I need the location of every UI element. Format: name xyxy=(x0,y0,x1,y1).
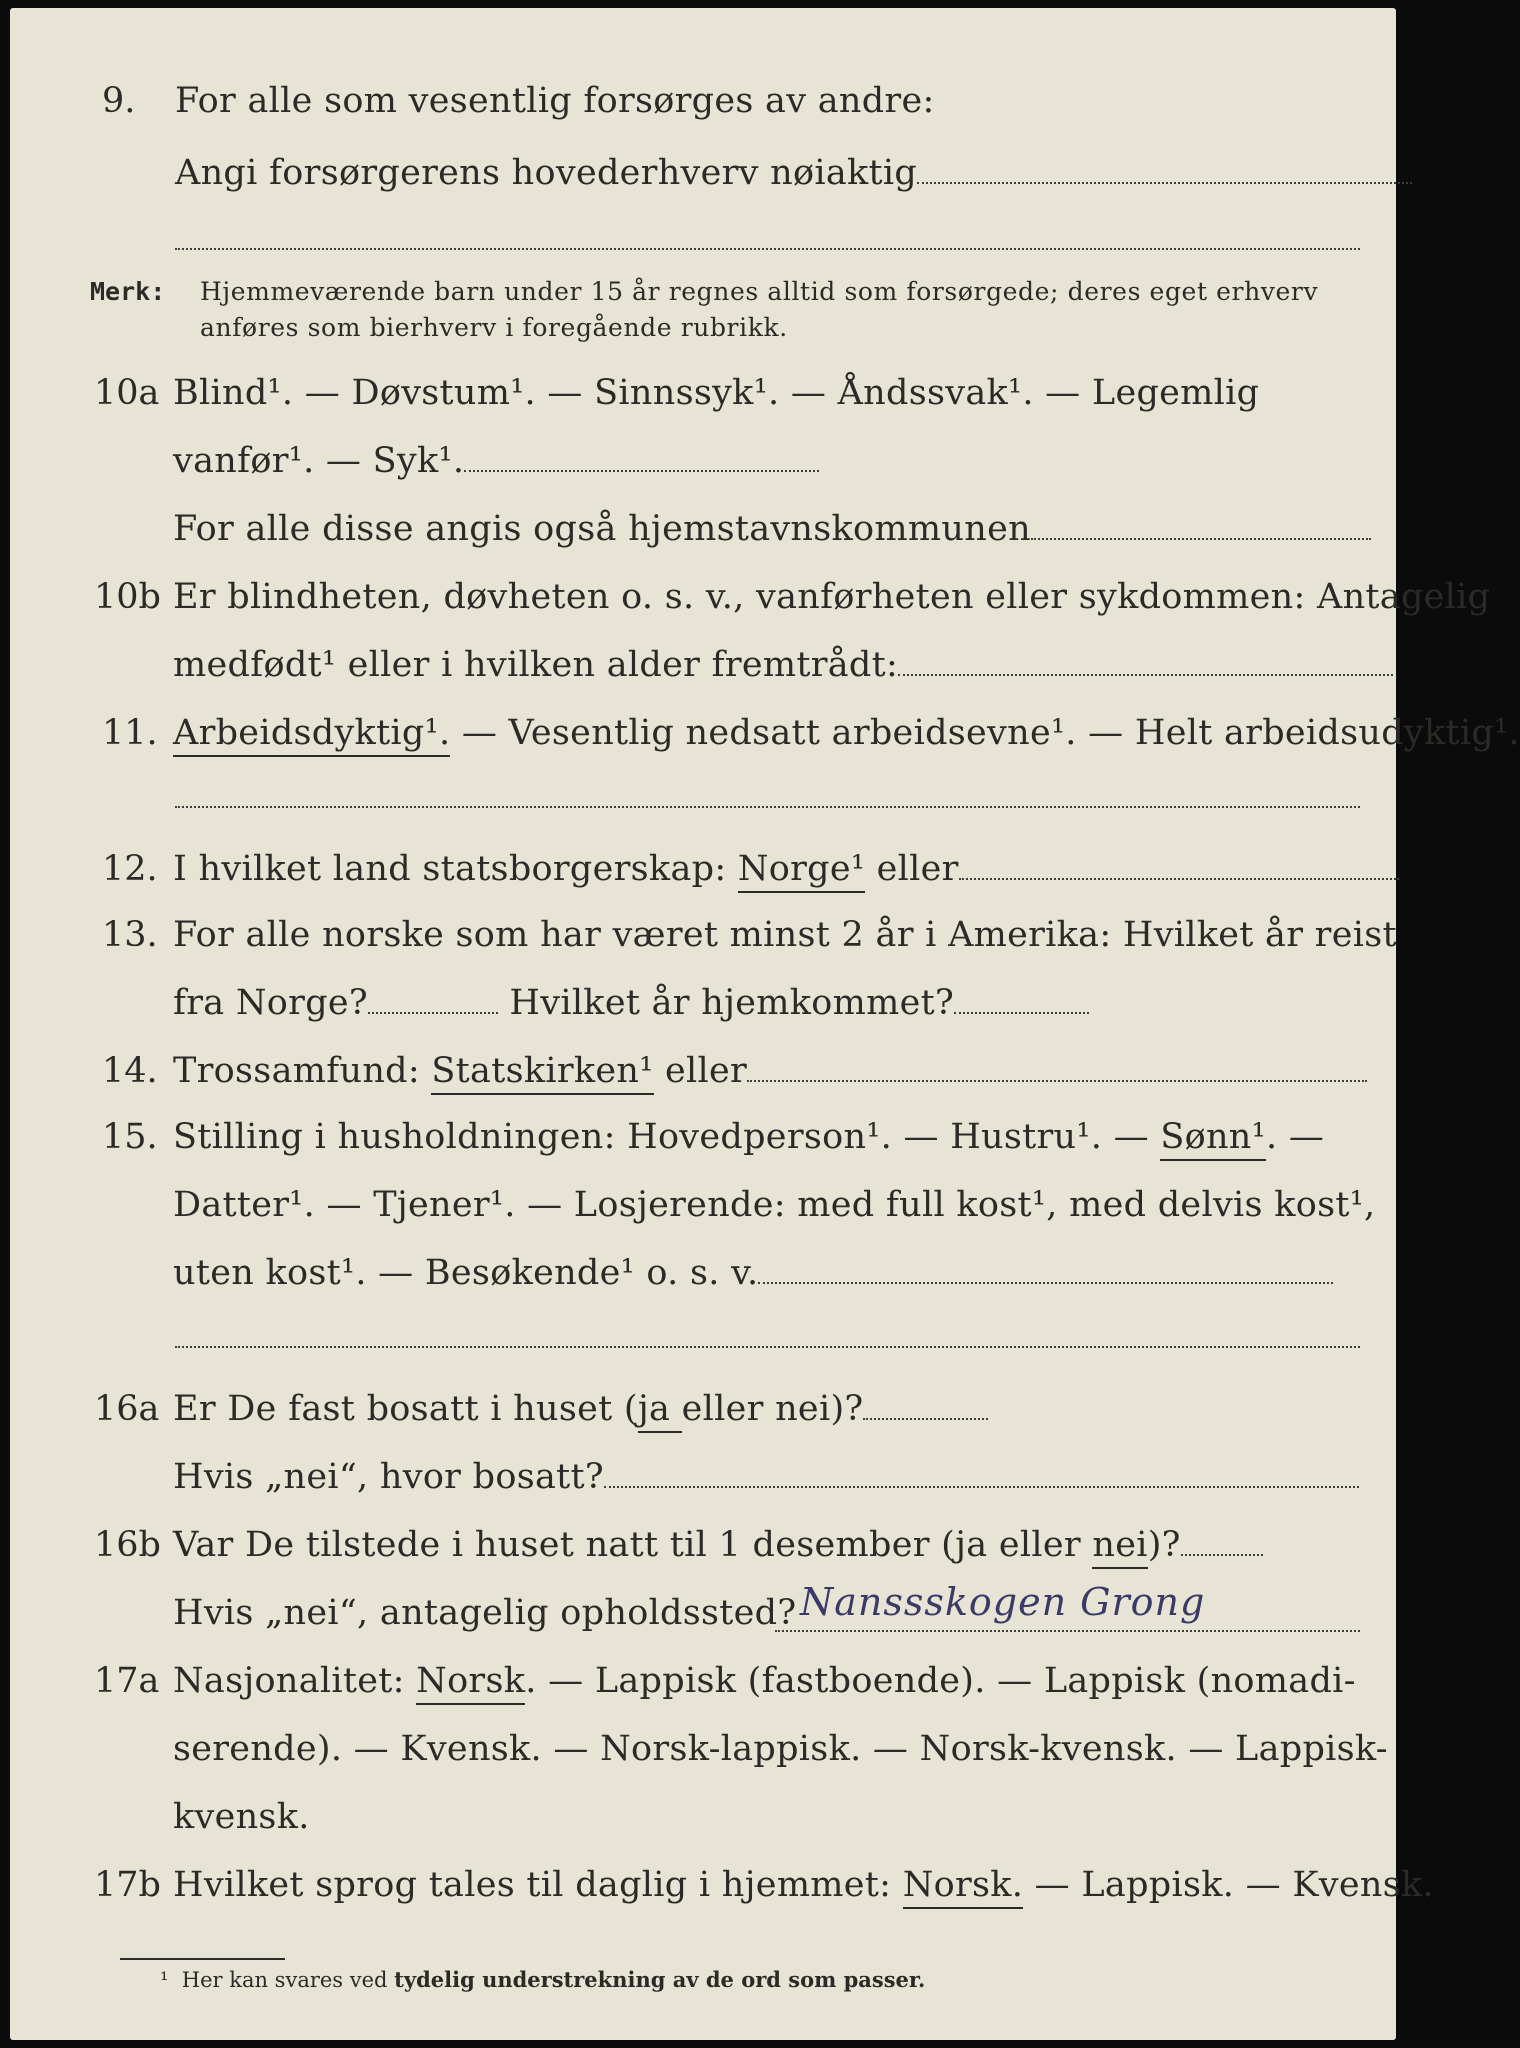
q10a-line1: Blind¹. — Døvstum¹. — Sinnssyk¹. — Åndssvak¹. — Legemlig xyxy=(173,373,1260,413)
q10a-number: 10a xyxy=(94,373,160,413)
q16b-number: 16b xyxy=(94,1525,161,1565)
q17a-answer-underline: Norsk xyxy=(416,1661,525,1705)
q16a-fill-line2 xyxy=(604,1486,1359,1488)
merk-line1: Hjemmeværende barn under 15 år regnes alltid som forsørgede; deres eget erhverv xyxy=(200,277,1319,306)
q17a-line2: serende). — Kvensk. — Norsk-lappisk. — Norsk-kvensk. — Lappisk- xyxy=(173,1729,1388,1769)
q14-number: 14. xyxy=(102,1051,158,1091)
merk-label: Merk: xyxy=(90,277,166,306)
q17b-line: Hvilket sprog tales til daglig i hjemmet: Norsk. — Lappisk. — Kvensk. xyxy=(173,1864,1434,1906)
q9-line1: For alle som vesentlig forsørges av andre: xyxy=(175,81,935,121)
q14-fill-line xyxy=(747,1080,1367,1082)
q16a-answer-underline: ja xyxy=(638,1389,682,1433)
q16b-fill-location xyxy=(775,1630,1360,1632)
q13-fill-year-left xyxy=(368,1012,498,1014)
q9-number: 9. xyxy=(102,81,136,121)
q13-fill-year-returned xyxy=(954,1012,1089,1014)
q13-line1: For alle norske som har været minst 2 år i Amerika: Hvilket år reist xyxy=(173,915,1397,955)
q11-answer-underline: Arbeidsdyktig¹. xyxy=(173,713,450,757)
q15-fill-line xyxy=(758,1282,1333,1284)
q16a-fill-line xyxy=(863,1418,988,1420)
q12-answer-underline: Norge¹ xyxy=(738,849,865,893)
q15-line1: Stilling i husholdningen: Hovedperson¹. — Hustru¹. — Sønn¹. — xyxy=(173,1116,1324,1158)
merk-line2: anføres som bierhverv i foregående rubrikk. xyxy=(200,313,788,342)
q13-line2: fra Norge? Hvilket år hjemkommet? xyxy=(173,982,1089,1024)
q15-line2: Datter¹. — Tjener¹. — Losjerende: med full kost¹, med delvis kost¹, xyxy=(173,1185,1376,1225)
q12-line: I hvilket land statsborgerskap: Norge¹ eller xyxy=(173,848,1399,890)
q17a-line1: Nasjonalitet: Norsk. — Lappisk (fastboende). — Lappisk (nomadi- xyxy=(173,1660,1356,1702)
q16a-line2: Hvis „nei“, hvor bosatt? xyxy=(173,1456,1359,1498)
q12-number: 12. xyxy=(102,849,158,889)
q15-line3: uten kost¹. — Besøkende¹ o. s. v. xyxy=(173,1252,1333,1294)
q16b-line2: Hvis „nei“, antagelig opholdssted? xyxy=(173,1593,797,1633)
q17b-answer-underline: Norsk. xyxy=(903,1865,1024,1909)
q10a-line3: For alle disse angis også hjemstavnskommunen xyxy=(173,508,1371,550)
q11-blank-rule xyxy=(175,806,1360,808)
q10b-fill-line xyxy=(898,674,1393,676)
q17b-number: 17b xyxy=(94,1865,161,1905)
q16b-answer-underline: nei xyxy=(1092,1525,1147,1569)
q14-answer-underline: Statskirken¹ xyxy=(431,1051,653,1095)
q9-fill-line xyxy=(917,182,1412,184)
q17a-number: 17a xyxy=(94,1661,160,1701)
q15-answer-underline: Sønn¹ xyxy=(1160,1117,1266,1161)
footnote: ¹ Her kan svares ved tydelig understrekning av de ord som passer. xyxy=(160,1967,926,1992)
q16b-handwritten-answer: Nanssskogen Grong xyxy=(800,1580,1206,1624)
q16b-line1: Var De tilstede i huset natt til 1 desember (ja eller nei)? xyxy=(173,1524,1263,1566)
q14-line: Trossamfund: Statskirken¹ eller xyxy=(173,1050,1367,1092)
q15-number: 15. xyxy=(102,1117,158,1157)
q12-fill-line xyxy=(959,878,1399,880)
footnote-rule xyxy=(120,1958,285,1960)
q10b-number: 10b xyxy=(94,577,161,617)
q11-number: 11. xyxy=(102,713,158,753)
q10b-line2: medfødt¹ eller i hvilken alder fremtrådt: xyxy=(173,644,1393,686)
q11-line: Arbeidsdyktig¹. — Vesentlig nedsatt arbeidsevne¹. — Helt arbeidsudyktig¹. xyxy=(173,712,1520,754)
q10b-line1: Er blindheten, døvheten o. s. v., vanførheten eller sykdommen: Antagelig xyxy=(173,577,1491,617)
q9-blank-rule xyxy=(175,248,1360,250)
q10a-fill-line xyxy=(464,470,819,472)
q10a-line2: vanfør¹. — Syk¹. xyxy=(173,440,819,482)
q16a-line1: Er De fast bosatt i huset (ja eller nei)? xyxy=(173,1388,988,1430)
census-form-page xyxy=(10,8,1520,2040)
q17a-line3: kvensk. xyxy=(173,1797,310,1837)
q16a-number: 16a xyxy=(94,1389,160,1429)
q15-blank-rule xyxy=(175,1346,1360,1348)
q13-number: 13. xyxy=(102,915,158,955)
q16b-fill-line xyxy=(1181,1554,1263,1556)
q10a-fill-line2 xyxy=(1031,538,1371,540)
q9-line2: Angi forsørgerens hovederhverv nøiaktig xyxy=(175,152,1412,194)
